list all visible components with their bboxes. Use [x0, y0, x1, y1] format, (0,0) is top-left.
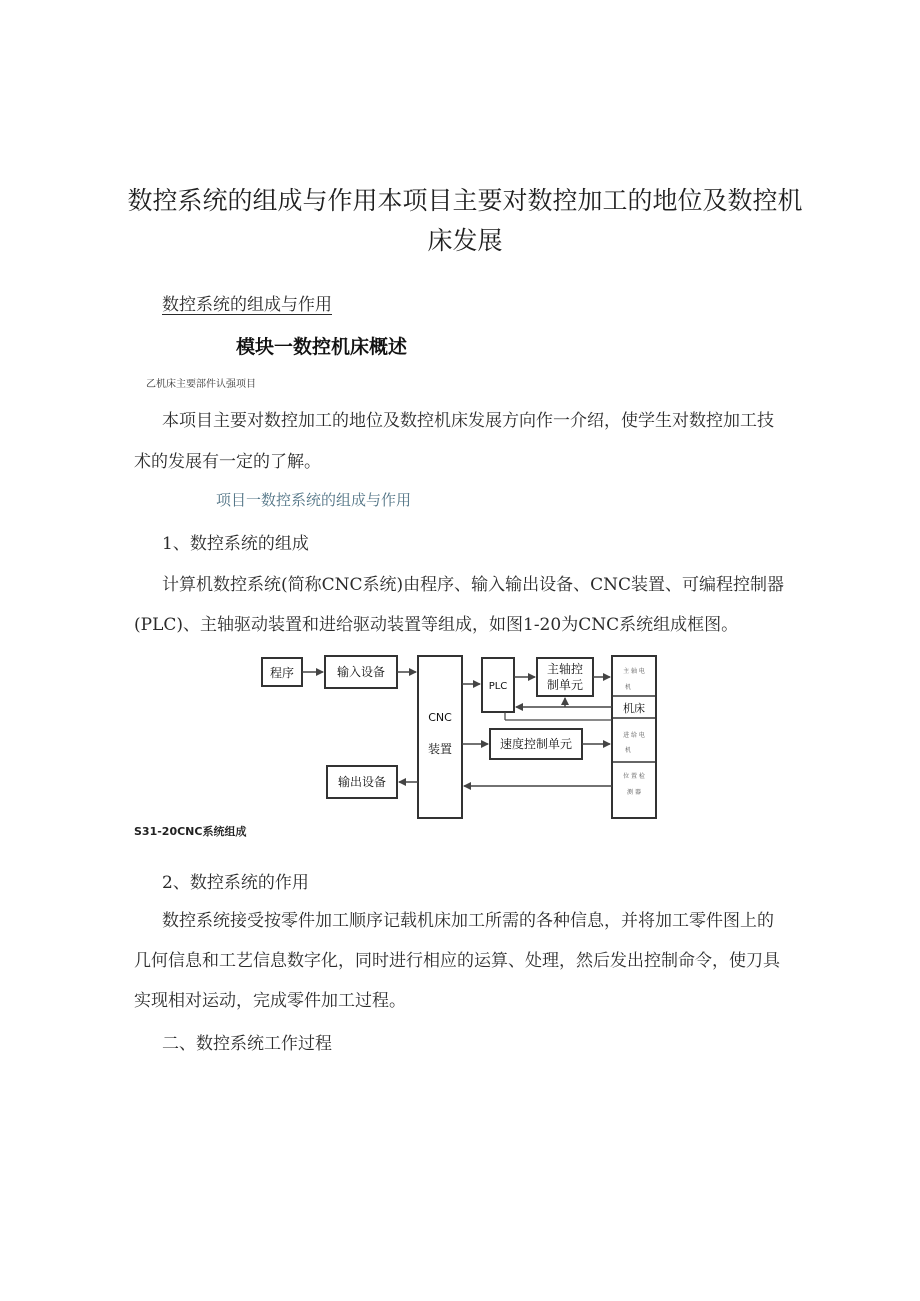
- speed-control-label: 速度控制单元: [499, 737, 573, 751]
- spindle-control-label-1: 主轴控: [546, 662, 584, 676]
- section-1-heading: 1、数控系统的组成: [162, 534, 309, 554]
- spindle-motor-label-2: 机: [624, 684, 632, 691]
- cnc-label-top: CNC: [428, 711, 452, 724]
- spindle-motor-label-1: 主 轴 电: [623, 668, 645, 675]
- cnc-device-box: [418, 656, 462, 818]
- section-2-paragraph-line-1: 数控系统接受按零件加工顺序记载机床加工所需的各种信息，并将加工零件图上的: [162, 911, 774, 931]
- tiny-label: 乙机床主要部件认强项目: [146, 379, 256, 390]
- machine-tool-label: 机床: [623, 702, 645, 715]
- section-2-paragraph-line-2: 几何信息和工艺信息数字化，同时进行相应的运算、处理，然后发出控制命令，使刀具: [134, 951, 780, 971]
- spindle-control-label-2: 制单元: [546, 678, 584, 692]
- output-device-label: 输出设备: [337, 775, 387, 789]
- cnc-label-bottom: 装置: [427, 742, 453, 756]
- section-2-paragraph-line-3: 实现相对运动，完成零件加工过程。: [134, 991, 406, 1011]
- project-heading: 项目一数控系统的组成与作用: [216, 491, 412, 509]
- module-heading: 模块一数控机床概述: [236, 336, 408, 358]
- feed-motor-label-2: 机: [624, 747, 632, 754]
- input-device-label: 输入设备: [336, 665, 386, 679]
- section-2-heading: 2、数控系统的作用: [162, 873, 309, 893]
- feed-motor-label-1: 进 给 电: [623, 732, 645, 739]
- subtitle-link[interactable]: 数控系统的组成与作用: [162, 295, 332, 315]
- section-1-paragraph-line-2: (PLC)、主轴驱动装置和进给驱动装置等组成，如图1-20为CNC系统组成框图。: [134, 615, 739, 635]
- section-1-paragraph-line-1: 计算机数控系统(简称CNC系统)由程序、输入输出设备、CNC装置、可编程控制器: [162, 575, 785, 595]
- program-label: 程序: [269, 666, 295, 680]
- figure-caption: S31-20CNC系统组成: [134, 825, 247, 838]
- plc-label: PLC: [488, 681, 508, 692]
- intro-paragraph-line-1: 本项目主要对数控加工的地位及数控机床发展方向作一介绍，使学生对数控加工技: [162, 411, 774, 431]
- section-3-heading: 二、数控系统工作过程: [162, 1034, 332, 1054]
- intro-paragraph-line-2: 术的发展有一定的了解。: [134, 452, 321, 472]
- position-detector-label-1: 位 置 检: [623, 773, 645, 780]
- position-detector-label-2: 测 器: [627, 789, 641, 796]
- page-title: 数控系统的组成与作用本项目主要对数控加工的地位及数控机床发展: [127, 186, 803, 255]
